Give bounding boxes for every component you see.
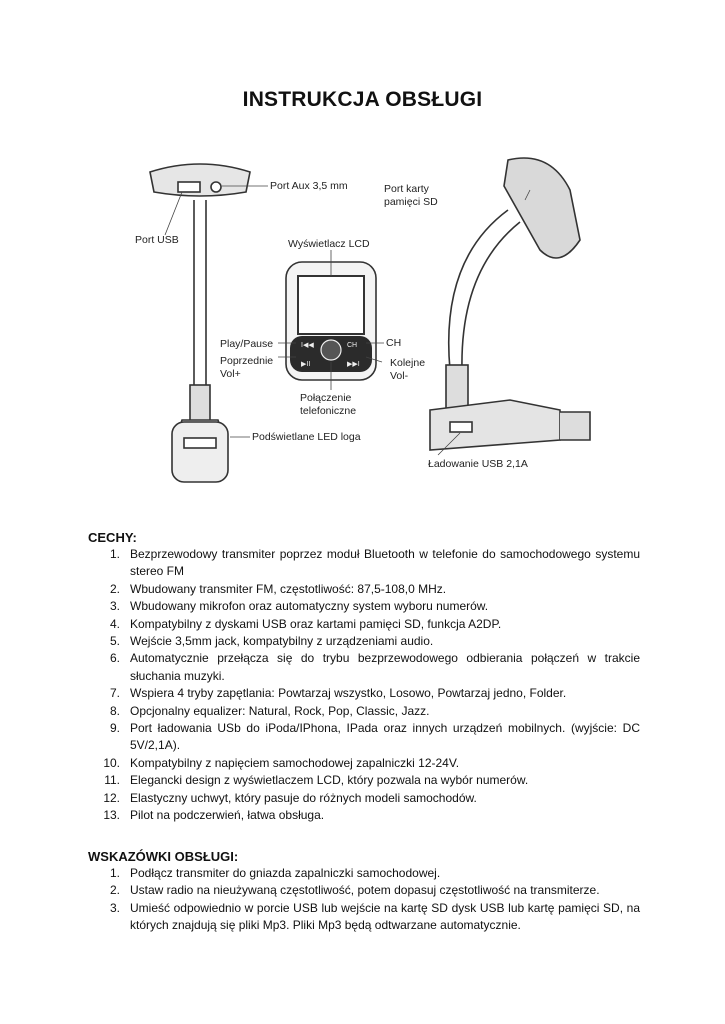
- list-item-text: Bezprzewodowy transmiter poprzez moduł Bluetooth w telefonie do samochodowego systemu stereo FM: [130, 547, 640, 579]
- left-gooseneck: [194, 200, 206, 398]
- features-heading: CECHY:: [88, 530, 137, 545]
- list-item-text: Pilot na podczerwień, łatwa obsługa.: [130, 808, 325, 823]
- play-button-mark: ▶II: [301, 361, 311, 368]
- label-wyswietlacz: Wyświetlacz LCD: [288, 238, 370, 250]
- list-item-text: Podłącz transmiter do gniazda zapalniczki samochodowej.: [130, 866, 441, 880]
- list-item-number: 11.: [104, 773, 120, 788]
- list-item-text: Wspiera 4 tryby zapętlania: Powtarzaj wszystko, Losowo, Powtarzaj jedno, Folder.: [130, 686, 567, 701]
- device-illustration: [120, 150, 610, 495]
- label-port-karty-2: pamięci SD: [384, 196, 438, 208]
- label-ch: CH: [386, 337, 402, 349]
- label-port-usb: Port USB: [135, 234, 179, 246]
- list-item-number: 13.: [103, 808, 120, 823]
- list-item: [88, 685, 640, 702]
- ch-button-mark: CH: [347, 342, 358, 349]
- center-lcd-screen: [298, 276, 364, 334]
- list-item: [88, 755, 640, 772]
- list-item: [88, 633, 640, 650]
- list-item: [88, 581, 640, 598]
- list-item-text: Umieść odpowiednio w porcie USB lub wejście na kartę SD dysk USB lub kartę pamięci SD, na których znajdują się pliki Mp3. Pliki Mp3 będą odtwarzane automatycznie.: [130, 900, 640, 933]
- tips-list: [88, 865, 640, 935]
- label-poprzednie-1: Poprzednie: [220, 355, 274, 367]
- label-port-karty-1: Port karty: [384, 183, 429, 195]
- list-item-text: Automatycznie przełącza się do trybu bezprzewodowego odbierania połączeń w trakcie słuchania muzyki.: [130, 651, 640, 683]
- list-item: [88, 720, 640, 755]
- list-item: [88, 882, 640, 899]
- list-item-number: 1.: [109, 866, 120, 880]
- list-item-number: 3.: [109, 599, 120, 614]
- list-item-number: 8.: [109, 703, 120, 718]
- list-item-text: Wbudowany mikrofon oraz automatyczny system wyboru numerów.: [130, 599, 489, 614]
- label-polaczenie-1: Połączenie: [300, 392, 352, 404]
- list-item-number: 1.: [109, 547, 120, 561]
- list-item: [88, 616, 640, 633]
- list-item-text: Elegancki design z wyświetlaczem LCD, który pozwala na wybór numerów.: [130, 773, 529, 788]
- list-item: [88, 865, 640, 882]
- product-diagram: [120, 150, 610, 495]
- label-ladowanie: Ładowanie USB 2,1A: [428, 458, 528, 470]
- left-aux-port: [211, 182, 221, 192]
- right-gooseneck: [449, 210, 520, 370]
- list-item-text: Kompatybilny z napięciem samochodowej zapalniczki 12-24V.: [130, 755, 460, 770]
- list-item-number: 5.: [109, 634, 120, 649]
- list-item: [88, 790, 640, 807]
- page-title: INSTRUKCJA OBSŁUGI: [242, 88, 483, 111]
- list-item-number: 12.: [103, 790, 120, 805]
- list-item: [88, 598, 640, 615]
- label-play-pause: Play/Pause: [220, 338, 274, 350]
- list-item-number: 2.: [109, 883, 120, 898]
- list-item-text: Port ładowania USb do iPoda/IPhona, IPada oraz innych urządzeń mobilnych. (wyjście: DC 5V/2,1A).: [130, 721, 640, 753]
- list-item-number: 6.: [109, 651, 120, 666]
- list-item: [88, 807, 640, 824]
- list-item: [88, 900, 640, 935]
- label-poprzednie-2: Vol+: [220, 368, 241, 380]
- list-item-number: 10.: [103, 755, 120, 770]
- label-podswietlane: Podświetlane LED loga: [252, 431, 361, 443]
- center-call-button: [321, 340, 341, 360]
- list-item-text: Ustaw radio na nieużywaną częstotliwość, potem dopasuj częstotliwość na transmiterze.: [130, 883, 600, 898]
- list-item: [88, 650, 640, 685]
- list-item-number: 9.: [109, 721, 120, 736]
- left-led-logo: [172, 422, 228, 482]
- right-device-head: [504, 158, 580, 258]
- list-item: [88, 703, 640, 720]
- right-charging-port: [450, 422, 472, 432]
- label-port-aux: Port Aux 3,5 mm: [270, 180, 348, 192]
- features-list: [88, 546, 640, 825]
- tips-heading: WSKAZÓWKI OBSŁUGI:: [88, 849, 239, 864]
- next-button-mark: ▶▶I: [347, 361, 360, 368]
- list-item-text: Elastyczny uchwyt, który pasuje do różnych modeli samochodów.: [130, 790, 477, 805]
- list-item-number: 2.: [109, 581, 120, 596]
- list-item-text: Wbudowany transmiter FM, częstotliwość: 87,5-108,0 MHz.: [130, 581, 447, 596]
- list-item-text: Opcjonalny equalizer: Natural, Rock, Pop, Classic, Jazz.: [130, 703, 430, 718]
- list-item-number: 4.: [109, 616, 120, 631]
- list-item: [88, 546, 640, 581]
- label-kolejne-1: Kolejne: [390, 357, 426, 369]
- list-item-number: 7.: [109, 686, 120, 701]
- label-kolejne-2: Vol-: [390, 370, 409, 382]
- list-item: [88, 772, 640, 789]
- prev-button-mark: I◀◀: [301, 342, 314, 349]
- label-polaczenie-2: telefoniczne: [300, 405, 357, 417]
- list-item-text: Kompatybilny z dyskami USB oraz kartami pamięci SD, funkcja A2DP.: [130, 616, 502, 631]
- left-usb-port: [178, 182, 200, 192]
- list-item-text: Wejście 3,5mm jack, kompatybilny z urządzeniami audio.: [130, 634, 434, 649]
- list-item-number: 3.: [109, 900, 120, 915]
